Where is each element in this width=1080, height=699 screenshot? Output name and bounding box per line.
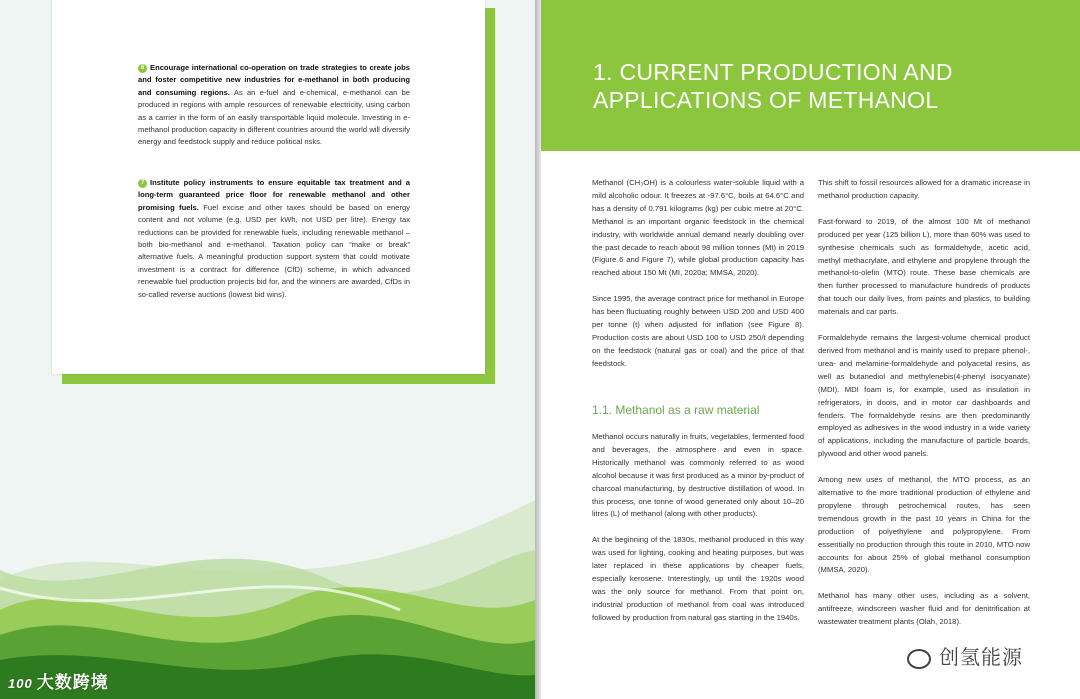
green-wave-decoration bbox=[0, 460, 535, 699]
watermark-left bbox=[8, 668, 109, 693]
recommendation-body: As an e-fuel and e-chemical, e-methanol can be produced in regions with ample resources of renewable electricity, using carbon as a carrier in the form of an easily transportable liquid molecule. Investing in e-methanol production capacity in different countries around the world will diversify energy and feedstock supply and reduce political risks. bbox=[138, 87, 410, 147]
paragraph: Methanol has many other uses, including as a solvent, antifreeze, windscreen washer fluid and for denitrification at wastewater treatment plants (Olah, 2018). bbox=[818, 591, 1030, 627]
wechat-icon bbox=[907, 649, 931, 669]
body-column-2 bbox=[818, 177, 1030, 642]
paragraph: Since 1995, the average contract price for methanol in Europe has been fluctuating roughly between USD 200 and USD 400 per tonne (t) when adjusted for inflation (see Figure 8). Production costs are about USD 100 to USD 250/t depending on the feedstock (natural gas or coal) and the price of that feedstock. bbox=[592, 294, 804, 368]
chapter-title-line-1: 1. CURRENT PRODUCTION AND bbox=[593, 59, 953, 85]
number-badge: 7 bbox=[138, 179, 147, 188]
recommendation-lead: Encourage international co-operation on trade strategies to create jobs and foster competitive new industries for e-methanol in both producing and consuming regions. bbox=[138, 63, 410, 97]
watermark-right bbox=[907, 641, 1023, 670]
recommendation-7 bbox=[138, 177, 410, 301]
section-heading: 1.1. Methanol as a raw material bbox=[592, 403, 760, 417]
chapter-title bbox=[593, 58, 1013, 114]
watermark-text: 大数跨境 bbox=[36, 673, 109, 692]
number-badge: 6 bbox=[138, 64, 147, 73]
left-page bbox=[0, 0, 535, 699]
chapter-title-line-2: APPLICATIONS OF METHANOL bbox=[593, 87, 939, 113]
recommendation-6 bbox=[138, 62, 410, 149]
accent-bar-horizontal bbox=[62, 374, 495, 384]
watermark-text: 创氢能源 bbox=[939, 647, 1023, 669]
recommendation-body: Fuel excise and other taxes should be based on energy content and not volume (e.g. USD per kWh, not USD per litre). Energy tax reductions can be provided for renewable fuels, including renewable methanol – both bio-methanol and e-methanol. Taxation policy can “make or break” alternative fuels. A meaningful production support system that could motivate investment is a contract for difference (CfD) scheme, in which advanced renewable fuel production projects bid for, and the winners are awarded, CfDs in so-called reverse auctions (lowest bid wins). bbox=[138, 202, 410, 299]
body-column-1 bbox=[592, 177, 804, 384]
right-page bbox=[541, 0, 1080, 699]
accent-bar-vertical bbox=[485, 8, 495, 384]
paragraph: At the beginning of the 1830s, methanol produced in this way was used for lighting, cooking and heating purposes, but was later replaced in these applications by cheaper fuels, especially kerosene. Interestingly, up until the 1920s wood was the only source for methanol. From that point on, industrial production of methanol from coal was introduced followed by production from natural gas starting in the 1940s. bbox=[592, 535, 804, 622]
paragraph: Fast-forward to 2019, of the almost 100 Mt of methanol produced per year (125 billion L), more than 60% was used to synthesise chemicals such as formaldehyde, acetic acid, methyl methacrylate, and ethylene and propylene through the methanol-to-olefin (MTO) route. These base chemicals are then further processed to manufacture hundreds of products that touch our daily lives, from paints and plastics, to building materials and car parts. bbox=[818, 216, 1030, 317]
paragraph: Among new uses of methanol, the MTO process, as an alternative to the more traditional production of ethylene and propylene through petrochemical routes, has seen tremendous growth in the past 10 years in China for the production of polyethylene and polypropylene. From essentially no production through this route in 2010, MTO now accounts for about 25% of global methanol consumption (MMSA, 2020). bbox=[818, 475, 1030, 575]
brand-logo: 100 bbox=[8, 676, 33, 691]
paragraph: Methanol (CH₃OH) is a colourless water-soluble liquid with a mild alcoholic odour. It freezes at -97.6°C, boils at 64.6°C and has a density of 0.791 kilograms (kg) per cubic metre at 20°C. Methanol is an important organic feedstock in the chemical industry, with worldwide annual demand nearly doubling over the past decade to reach about 98 million tonnes (Mt) in 2019 (Figure 6 and Figure 7), while global production capacity has reached about 150 Mt (MI, 2020a; MMSA, 2020). bbox=[592, 178, 804, 278]
chapter-header bbox=[541, 0, 1080, 151]
paragraph: This shift to fossil resources allowed for a dramatic increase in methanol production capacity. bbox=[818, 178, 1030, 200]
paragraph: Formaldehyde remains the largest-volume chemical product derived from methanol and is mainly used to prepare phenol-, urea- and melamine-formaldehyde and polyacetal resins, as well as butanediol and methylenebis(4-phenyl isocyanate) (MDI). MDI foam is, for example, used as insulation in refrigerators, in doors, and in motor car dashboards and fenders. The formaldehyde resins are then predominantly employed as adhesives in the wood industry in a wide variety of applications, including the manufacture of particle boards, plywood and other wood panels. bbox=[818, 333, 1030, 459]
body-column-1-continued bbox=[592, 431, 804, 638]
recommendation-lead: Institute policy instruments to ensure equitable tax treatment and a long-term guaranteed price floor for renewable methanol and other promising fuels. bbox=[138, 178, 410, 212]
paragraph: Methanol occurs naturally in fruits, vegetables, fermented food and beverages, the atmosphere and even in space. Historically methanol was commonly referred to as wood alcohol because it was first produced as a minor by-product of charcoal manufacturing, by destructive distillation of wood. In this process, one tonne of wood generated only about 10–20 litres (L) of methanol (along with other products). bbox=[592, 432, 804, 519]
